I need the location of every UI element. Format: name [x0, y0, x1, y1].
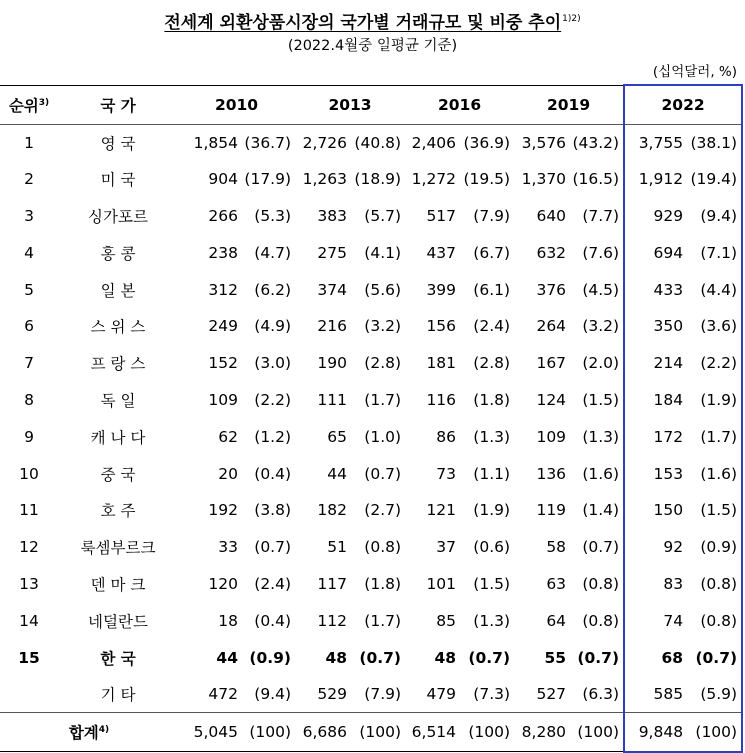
share-cell: (2.8)	[364, 354, 402, 373]
volume-cell: 44	[327, 464, 348, 483]
share-cell: (0.9)	[249, 648, 292, 667]
volume-cell: 182	[317, 501, 348, 520]
header-year-2022: 2022	[624, 85, 742, 124]
total-value: 6,514	[405, 713, 462, 752]
volume-cell: 48	[325, 648, 348, 667]
volume-cell: 136	[536, 464, 567, 483]
table-row	[0, 455, 742, 492]
share-cell: (1.5)	[689, 492, 742, 529]
volume-cell: 119	[536, 501, 567, 520]
volume-cell: 190	[317, 354, 348, 373]
country-cell: 중 국	[100, 465, 136, 484]
share-cell: (1.7)	[364, 390, 402, 409]
share-cell: (19.5)	[463, 170, 511, 189]
rank-cell: 9	[24, 427, 34, 446]
header-year-2016: 2016	[405, 85, 514, 124]
rank-cell: 5	[24, 280, 34, 299]
volume-cell: 63	[546, 574, 567, 593]
volume-cell: 62	[218, 427, 238, 446]
volume-cell: 112	[317, 611, 348, 630]
volume-cell: 1,370	[521, 170, 567, 189]
share-cell: (1.2)	[254, 427, 292, 446]
share-cell: (6.2)	[254, 280, 292, 299]
table-row	[0, 566, 742, 603]
share-cell: (2.7)	[364, 501, 402, 520]
share-cell: (0.7)	[359, 648, 402, 667]
share-cell: (1.7)	[364, 611, 402, 630]
share-cell: (6.3)	[582, 685, 620, 704]
volume-cell: 124	[536, 390, 567, 409]
share-cell: (9.4)	[254, 685, 292, 704]
table-row	[0, 492, 742, 529]
table-row	[0, 345, 742, 382]
total-value: 6,686	[295, 713, 353, 752]
share-cell: (5.7)	[364, 206, 402, 225]
country-cell: 독 일	[100, 391, 136, 410]
total-value: 8,280	[514, 713, 572, 752]
volume-cell: 37	[436, 538, 457, 557]
volume-cell: 181	[426, 354, 457, 373]
volume-cell: 74	[624, 602, 689, 639]
share-cell: (1.9)	[689, 382, 742, 419]
volume-cell: 214	[624, 345, 689, 382]
volume-cell: 156	[426, 317, 457, 336]
share-cell: (4.9)	[254, 317, 292, 336]
table-row	[0, 124, 742, 161]
country-cell: 네덜란드	[88, 612, 148, 631]
volume-cell: 116	[426, 390, 457, 409]
country-cell: 스 위 스	[90, 318, 146, 337]
volume-cell: 55	[544, 648, 567, 667]
rank-cell: 1	[24, 133, 34, 152]
volume-cell: 20	[218, 464, 238, 483]
subtitle: (2022.4월중 일평균 기준)	[287, 38, 458, 54]
volume-cell: 172	[624, 418, 689, 455]
share-cell: (0.8)	[689, 566, 742, 603]
country-cell: 호 주	[100, 502, 136, 521]
share-cell: (1.3)	[473, 611, 511, 630]
share-cell: (9.4)	[689, 198, 742, 235]
share-cell: (0.7)	[254, 538, 292, 557]
share-cell: (0.8)	[582, 611, 620, 630]
country-cell: 한 국	[100, 649, 136, 668]
share-cell: (7.6)	[582, 243, 620, 262]
volume-cell: 111	[317, 390, 348, 409]
total-share: (100)	[689, 713, 742, 752]
share-cell: (6.7)	[473, 243, 511, 262]
table-row	[0, 161, 742, 198]
rank-cell: 4	[24, 243, 34, 262]
volume-cell: 479	[426, 685, 457, 704]
total-share: (100)	[353, 713, 405, 752]
total-share: (100)	[462, 713, 514, 752]
page-title	[0, 8, 745, 34]
fx-market-table	[0, 84, 743, 753]
volume-cell: 266	[208, 206, 238, 225]
volume-cell: 399	[426, 280, 457, 299]
volume-cell: 350	[624, 308, 689, 345]
volume-cell: 2,406	[411, 133, 457, 152]
header-country: 국 가	[58, 85, 178, 124]
share-cell: (6.1)	[473, 280, 511, 299]
volume-cell: 1,272	[411, 170, 457, 189]
rank-cell: 12	[19, 538, 39, 557]
share-cell: (7.7)	[582, 206, 620, 225]
share-cell: (38.1)	[689, 124, 742, 161]
volume-cell: 904	[208, 170, 238, 189]
volume-cell: 18	[218, 611, 238, 630]
volume-cell: 585	[624, 676, 689, 713]
volume-cell: 238	[208, 243, 238, 262]
share-cell: (0.4)	[254, 611, 292, 630]
volume-cell: 109	[536, 427, 567, 446]
country-cell: 일 본	[100, 281, 136, 300]
share-cell: (2.8)	[473, 354, 511, 373]
volume-cell: 216	[317, 317, 348, 336]
volume-cell: 86	[436, 427, 457, 446]
header-year-2019: 2019	[514, 85, 624, 124]
table-row	[0, 418, 742, 455]
share-cell: (1.3)	[582, 427, 620, 446]
header-year-2010: 2010	[178, 85, 295, 124]
volume-cell: 184	[624, 382, 689, 419]
share-cell: (4.5)	[582, 280, 620, 299]
volume-cell: 33	[218, 538, 238, 557]
share-cell: (1.3)	[473, 427, 511, 446]
rank-cell: 3	[24, 206, 34, 225]
country-cell: 기 타	[100, 686, 136, 705]
volume-cell: 517	[426, 206, 457, 225]
volume-cell: 68	[624, 639, 689, 676]
share-cell: (2.4)	[254, 574, 292, 593]
share-cell: (36.9)	[463, 133, 511, 152]
volume-cell: 64	[546, 611, 567, 630]
share-cell: (40.8)	[354, 133, 402, 152]
share-cell: (5.6)	[364, 280, 402, 299]
rank-cell: 15	[18, 648, 40, 667]
share-cell: (5.9)	[689, 676, 742, 713]
volume-cell: 929	[624, 198, 689, 235]
volume-cell: 51	[327, 538, 348, 557]
table-row	[0, 234, 742, 271]
volume-cell: 383	[317, 206, 348, 225]
volume-cell: 109	[208, 390, 238, 409]
share-cell: (0.7)	[468, 648, 511, 667]
share-cell: (3.6)	[689, 308, 742, 345]
share-cell: (0.6)	[473, 538, 511, 557]
share-cell: (0.7)	[577, 648, 620, 667]
volume-cell: 249	[208, 317, 238, 336]
country-cell: 룩셈부르크	[80, 539, 156, 558]
rank-cell: 7	[24, 354, 34, 373]
country-cell: 싱가포르	[88, 207, 148, 226]
volume-cell: 48	[434, 648, 457, 667]
title-text: 전세계 외환상품시장의 국가별 거래규모 및 비중 추이	[164, 13, 562, 33]
share-cell: (43.2)	[572, 133, 620, 152]
volume-cell: 1,854	[193, 133, 238, 152]
table-row	[0, 308, 742, 345]
volume-cell: 73	[436, 464, 457, 483]
country-cell: 미 국	[100, 171, 136, 190]
volume-cell: 101	[426, 574, 457, 593]
volume-cell: 275	[317, 243, 348, 262]
volume-cell: 83	[624, 566, 689, 603]
volume-cell: 120	[208, 574, 238, 593]
volume-cell: 694	[624, 234, 689, 271]
share-cell: (16.5)	[572, 170, 620, 189]
volume-cell: 152	[208, 354, 238, 373]
share-cell: (17.9)	[244, 170, 292, 189]
total-row	[0, 713, 742, 752]
share-cell: (3.0)	[254, 354, 292, 373]
volume-cell: 192	[208, 501, 238, 520]
rank-cell: 8	[24, 390, 34, 409]
volume-cell: 3,576	[521, 133, 567, 152]
rank-cell: 2	[24, 170, 34, 189]
volume-cell: 3,755	[624, 124, 689, 161]
share-cell: (1.6)	[582, 464, 620, 483]
share-cell: (1.0)	[364, 427, 402, 446]
volume-cell: 153	[624, 455, 689, 492]
header-row	[0, 85, 742, 124]
total-value: 9,848	[624, 713, 689, 752]
share-cell: (1.7)	[689, 418, 742, 455]
rank-cell: 14	[19, 611, 39, 630]
volume-cell: 472	[208, 685, 238, 704]
volume-cell: 632	[536, 243, 567, 262]
share-cell: (1.4)	[582, 501, 620, 520]
unit-label: (십억달러, %)	[652, 64, 737, 80]
share-cell: (4.7)	[254, 243, 292, 262]
total-share: (100)	[572, 713, 624, 752]
volume-cell: 58	[546, 538, 567, 557]
table-row	[0, 382, 742, 419]
rank-cell: 6	[24, 317, 34, 336]
volume-cell: 65	[327, 427, 348, 446]
volume-cell: 44	[216, 648, 238, 667]
share-cell: (2.2)	[689, 345, 742, 382]
table-row	[0, 639, 742, 676]
share-cell: (0.8)	[364, 538, 402, 557]
volume-cell: 374	[317, 280, 348, 299]
share-cell: (0.7)	[364, 464, 402, 483]
volume-cell: 150	[624, 492, 689, 529]
share-cell: (7.9)	[473, 206, 511, 225]
volume-cell: 527	[536, 685, 567, 704]
volume-cell: 264	[536, 317, 567, 336]
table-row	[0, 271, 742, 308]
volume-cell: 167	[536, 354, 567, 373]
share-cell: (0.7)	[582, 538, 620, 557]
volume-cell: 1,263	[302, 170, 348, 189]
country-cell: 홍 콩	[100, 244, 136, 263]
volume-cell: 437	[426, 243, 457, 262]
volume-cell: 640	[536, 206, 567, 225]
share-cell: (1.6)	[689, 455, 742, 492]
rank-cell	[0, 676, 58, 713]
total-label: 합계$^{4)}$	[0, 713, 178, 752]
header-year-2013: 2013	[295, 85, 405, 124]
volume-cell: 85	[436, 611, 457, 630]
share-cell: (1.5)	[582, 390, 620, 409]
share-cell: (0.9)	[689, 529, 742, 566]
country-cell: 덴 마 크	[90, 575, 146, 594]
share-cell: (0.4)	[254, 464, 292, 483]
rank-cell: 10	[19, 464, 39, 483]
share-cell: (0.8)	[689, 602, 742, 639]
share-cell: (3.2)	[582, 317, 620, 336]
volume-cell: 121	[426, 501, 457, 520]
share-cell: (1.1)	[473, 464, 511, 483]
share-cell: (4.1)	[364, 243, 402, 262]
table-row	[0, 529, 742, 566]
rank-cell: 11	[19, 501, 39, 520]
total-value: 5,045	[178, 713, 244, 752]
volume-cell: 1,912	[624, 161, 689, 198]
share-cell: (7.3)	[473, 685, 511, 704]
country-cell: 프 랑 스	[90, 355, 146, 374]
volume-cell: 117	[317, 574, 348, 593]
title-footnote-marker: 1)2)	[562, 14, 581, 24]
header-rank: 순위$^{3)}$	[0, 85, 58, 124]
table-row	[0, 198, 742, 235]
volume-cell: 433	[624, 271, 689, 308]
rank-cell: 13	[19, 574, 39, 593]
volume-cell: 529	[317, 685, 348, 704]
share-cell: (1.5)	[473, 574, 511, 593]
volume-cell: 2,726	[302, 133, 348, 152]
share-cell: (1.9)	[473, 501, 511, 520]
country-cell: 캐 나 다	[90, 428, 146, 447]
share-cell: (2.0)	[582, 354, 620, 373]
share-cell: (1.8)	[364, 574, 402, 593]
country-cell: 영 국	[100, 134, 136, 153]
share-cell: (3.2)	[364, 317, 402, 336]
share-cell: (3.8)	[254, 501, 292, 520]
share-cell: (4.4)	[689, 271, 742, 308]
share-cell: (2.4)	[473, 317, 511, 336]
share-cell: (5.3)	[254, 206, 292, 225]
share-cell: (0.8)	[582, 574, 620, 593]
volume-cell: 312	[208, 280, 238, 299]
share-cell: (7.1)	[689, 234, 742, 271]
share-cell: (7.9)	[364, 685, 402, 704]
share-cell: (18.9)	[354, 170, 402, 189]
share-cell: (2.2)	[254, 390, 292, 409]
share-cell: (0.7)	[689, 639, 742, 676]
table-row	[0, 602, 742, 639]
share-cell: (19.4)	[689, 161, 742, 198]
share-cell: (1.8)	[473, 390, 511, 409]
total-share: (100)	[244, 713, 295, 752]
table-row	[0, 676, 742, 713]
share-cell: (36.7)	[244, 133, 292, 152]
volume-cell: 376	[536, 280, 567, 299]
volume-cell: 92	[624, 529, 689, 566]
